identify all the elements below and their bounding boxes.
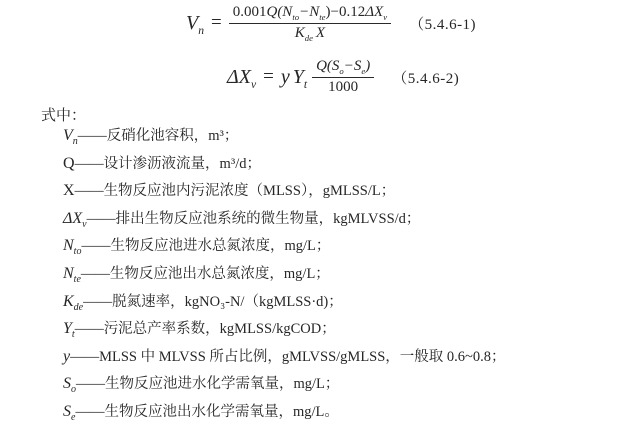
- formula-1-fraction: [229, 4, 391, 42]
- formula-1-number: （5.4.6-1): [409, 16, 477, 33]
- definition-row-Yt: $Y_t——$污泥总产率系数，kgMLSS/kgCOD；: [63, 320, 336, 341]
- formula-legend-intro: 式中：: [41, 108, 87, 124]
- formula-2-fraction: [312, 58, 374, 96]
- equals-sign: =: [263, 66, 274, 87]
- definition-row-Nto: $N_{to}——$生物反应池进水总氮浓度，mg/L；: [63, 237, 331, 258]
- definition-row-Q: Q——设计渗沥液流量，m³/d；: [63, 154, 261, 172]
- formula-2-coefficient: y $Y_t$: [280, 65, 308, 91]
- definition-row-Kde: $K_{de}——$脱氮速率，kgNO₃-N/（kgMLSS·d)；: [63, 292, 343, 313]
- formula-2-denominator: 1000: [328, 79, 359, 95]
- equals-sign: =: [211, 12, 222, 33]
- formula-1-lhs: $V_n$: [186, 11, 205, 37]
- definition-row-y: y——MLSS 中 MLVSS 所占比例，gMLVSS/gMLSS，一般取 0.6~0.8；: [63, 347, 506, 365]
- formula-1-denominator: $K_{de}$ X: [294, 25, 326, 43]
- definition-row-Nte: $N_{te}——$生物反应池出水总氮浓度，mg/L；: [63, 264, 330, 286]
- formula-1-numerator: $0.001Q(N_{to}-N_{te})-0.12\Delta X_v$: [229, 4, 391, 24]
- definition-row-Se: $S_e——$生物反应池出水化学需氧量，mg/L。: [63, 402, 339, 424]
- formula-2-lhs: $\Delta X_v$: [227, 65, 257, 91]
- formula-1: [186, 4, 476, 42]
- definition-row-X: X——生物反应池内污泥浓度（MLSS），gMLSS/L；: [63, 182, 396, 200]
- formula-2: [227, 58, 459, 96]
- definition-row-So: $S_o——$生物反应池进水化学需氧量，mg/L；: [63, 375, 340, 396]
- definition-row-Vn: $V_n——$反硝化池容积，m³；: [63, 127, 239, 148]
- variable-definitions-list: [63, 122, 506, 426]
- formula-2-number: （5.4.6-2): [392, 70, 460, 87]
- definition-row-dXv: $\Delta X_v——$排出生物反应池系统的微生物量，kgMLVSS/d；: [63, 209, 421, 230]
- formula-2-numerator: $Q(S_o-S_e)$: [312, 58, 374, 78]
